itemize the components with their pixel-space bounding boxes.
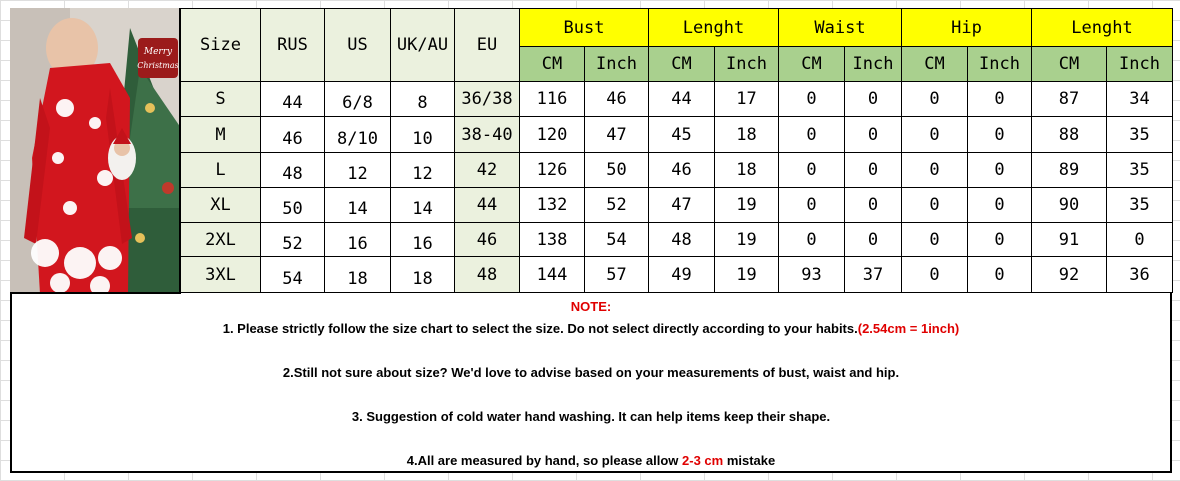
cell-waist-cm: 0 [779,188,845,223]
cell-hip-inch: 0 [968,153,1032,188]
cell-size: S [181,82,261,117]
cell-hip-inch: 0 [968,223,1032,257]
cell-eu: 42 [455,153,520,188]
cell-bust-cm: 138 [520,223,585,257]
header-size: Size [181,9,261,82]
unit-cm: CM [902,47,968,82]
cell-waist-inch: 0 [845,117,902,153]
cell-length-cm: 45 [649,117,715,153]
cell-length-inch: 18 [715,153,779,188]
cell-uk-au: 14 [391,188,455,223]
note-line-3: 3. Suggestion of cold water hand washing. It can help items keep their shape. [351,409,831,424]
cell-bust-inch: 57 [585,257,649,293]
cell-waist-cm: 0 [779,223,845,257]
cell-bust-cm: 144 [520,257,585,293]
cell-rus: 54 [261,257,325,293]
size-rows [181,82,1173,293]
cell-hip-cm: 0 [902,117,968,153]
cell-rus: 50 [261,188,325,223]
cell-length2-inch: 35 [1107,117,1173,153]
cell-hip-cm: 0 [902,82,968,117]
unit-cm: CM [649,47,715,82]
header-eu: EU [455,9,520,82]
notes-section [12,296,1170,471]
cell-length-inch: 19 [715,223,779,257]
unit-cm: CM [1032,47,1107,82]
header-rus: RUS [261,9,325,82]
note-tolerance: 2-3 cm [682,453,724,468]
cell-uk-au: 8 [391,82,455,117]
cell-length2-cm: 87 [1032,82,1107,117]
cell-us: 16 [325,223,391,257]
cell-hip-inch: 0 [968,117,1032,153]
note-line-2: 2.Still not sure about size? We'd love to advise based on your measurements of bust, waist and hip. [282,365,900,380]
cell-bust-cm: 126 [520,153,585,188]
note-line-4: 4.All are measured by hand, so please allow 2-3 cm mistake [406,453,776,468]
table-row [181,257,1173,293]
cell-us: 18 [325,257,391,293]
unit-inch: Inch [845,47,902,82]
cell-us: 14 [325,188,391,223]
unit-cm: CM [520,47,585,82]
cell-bust-inch: 46 [585,82,649,117]
header-bust: Bust [520,9,649,47]
cell-size: L [181,153,261,188]
unit-inch: Inch [1107,47,1173,82]
table-row [181,117,1173,153]
cell-waist-inch: 0 [845,223,902,257]
cell-hip-inch: 0 [968,82,1032,117]
cell-uk-au: 10 [391,117,455,153]
table-row [181,223,1173,257]
cell-us: 12 [325,153,391,188]
cell-length2-cm: 92 [1032,257,1107,293]
cell-length2-cm: 90 [1032,188,1107,223]
header-length: Lenght [649,9,779,47]
cell-length-cm: 44 [649,82,715,117]
cell-rus: 48 [261,153,325,188]
cell-waist-cm: 93 [779,257,845,293]
cell-size: M [181,117,261,153]
cell-hip-cm: 0 [902,153,968,188]
cell-us: 6/8 [325,82,391,117]
cell-bust-cm: 116 [520,82,585,117]
header-length-2: Lenght [1032,9,1173,47]
table-row [181,82,1173,117]
cell-size: XL [181,188,261,223]
cell-bust-cm: 120 [520,117,585,153]
cell-hip-cm: 0 [902,188,968,223]
cell-length2-cm: 91 [1032,223,1107,257]
cell-length-cm: 47 [649,188,715,223]
cell-waist-inch: 0 [845,153,902,188]
header-us: US [325,9,391,82]
cell-hip-cm: 0 [902,257,968,293]
cell-length2-inch: 0 [1107,223,1173,257]
unit-cm: CM [779,47,845,82]
christmas-dress-image [10,8,181,294]
cell-length-cm: 49 [649,257,715,293]
cell-length2-inch: 35 [1107,153,1173,188]
cell-uk-au: 12 [391,153,455,188]
cell-bust-inch: 47 [585,117,649,153]
cell-rus: 52 [261,223,325,257]
cell-waist-inch: 0 [845,82,902,117]
cell-eu: 36/38 [455,82,520,117]
cell-hip-inch: 0 [968,188,1032,223]
cell-length2-cm: 88 [1032,117,1107,153]
cell-uk-au: 18 [391,257,455,293]
note-title: NOTE: [570,299,612,314]
cell-length-inch: 18 [715,117,779,153]
cell-length-inch: 19 [715,257,779,293]
table-row [181,188,1173,223]
cell-waist-inch: 37 [845,257,902,293]
cell-uk-au: 16 [391,223,455,257]
svg-text:Christmas: Christmas [137,61,179,70]
merry-sign-text: Merry [143,47,173,57]
cell-size: 2XL [181,223,261,257]
cell-hip-inch: 0 [968,257,1032,293]
header-uk-au: UK/AU [391,9,455,82]
cell-eu: 48 [455,257,520,293]
cell-length-cm: 48 [649,223,715,257]
cell-length-inch: 19 [715,188,779,223]
cell-rus: 46 [261,117,325,153]
table-row [181,153,1173,188]
unit-inch: Inch [715,47,779,82]
cell-waist-cm: 0 [779,153,845,188]
cell-length-cm: 46 [649,153,715,188]
note-conversion: (2.54cm = 1inch) [857,321,960,336]
cell-waist-cm: 0 [779,82,845,117]
size-table [180,8,1173,293]
cell-waist-inch: 0 [845,188,902,223]
unit-inch: Inch [585,47,649,82]
cell-waist-cm: 0 [779,117,845,153]
cell-eu: 46 [455,223,520,257]
cell-length-inch: 17 [715,82,779,117]
cell-rus: 44 [261,82,325,117]
header-hip: Hip [902,9,1032,47]
cell-length2-inch: 34 [1107,82,1173,117]
cell-eu: 38-40 [455,117,520,153]
note-line-1: 1. Please strictly follow the size chart to select the size. Do not select directly according to your habits.(2.54cm = 1inch) [222,321,960,336]
cell-hip-cm: 0 [902,223,968,257]
cell-length2-cm: 89 [1032,153,1107,188]
cell-eu: 44 [455,188,520,223]
cell-bust-inch: 50 [585,153,649,188]
cell-bust-inch: 52 [585,188,649,223]
header-waist: Waist [779,9,902,47]
cell-bust-cm: 132 [520,188,585,223]
cell-us: 8/10 [325,117,391,153]
cell-length2-inch: 36 [1107,257,1173,293]
cell-bust-inch: 54 [585,223,649,257]
cell-length2-inch: 35 [1107,188,1173,223]
cell-size: 3XL [181,257,261,293]
unit-inch: Inch [968,47,1032,82]
product-photo [10,8,181,294]
